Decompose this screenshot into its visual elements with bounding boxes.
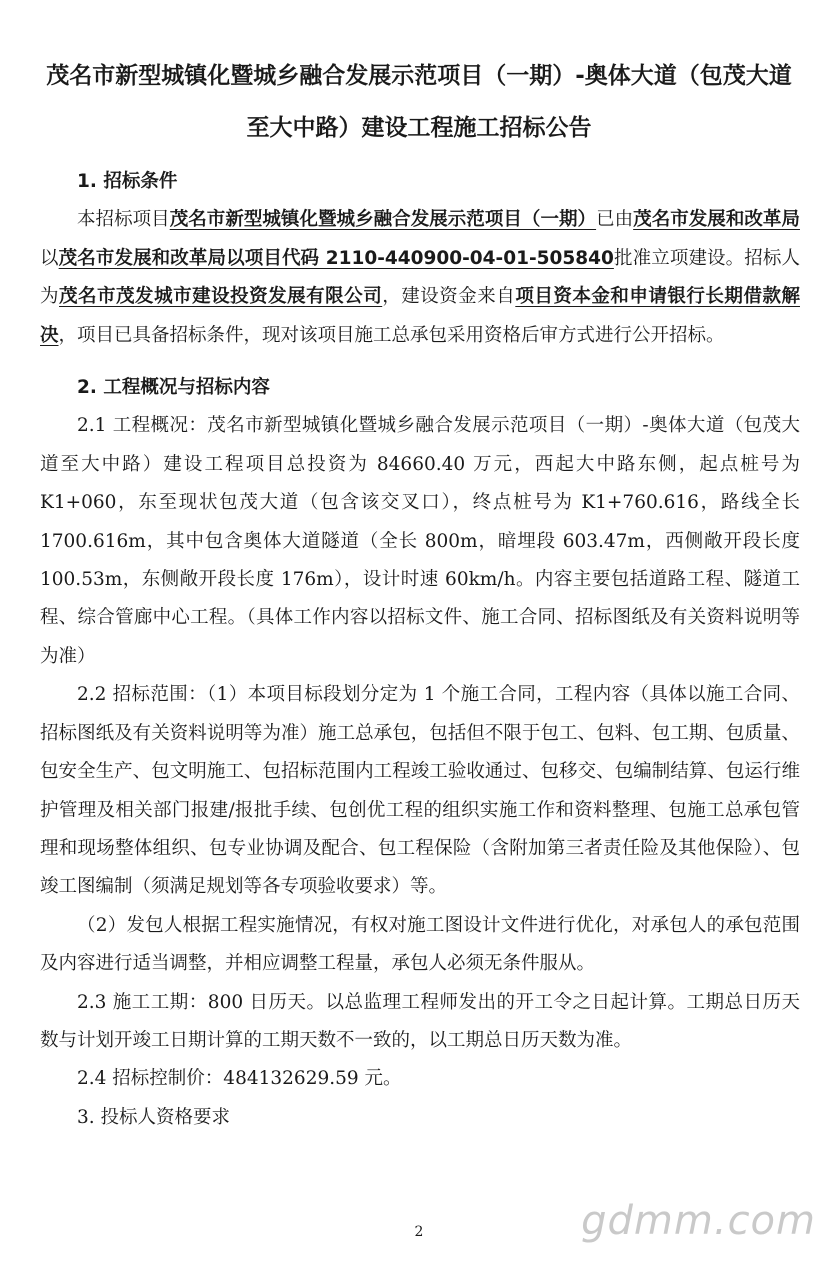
text-run: 批准立项建设。招标人为 [40,247,800,308]
funding-source: 项目资本金和申请银行长期借款解决 [40,286,800,346]
title-line-2: 至大中路）建设工程施工招标公告 [246,115,592,141]
text-run: 本招标项目 [77,209,170,231]
text-run: 以 [40,247,59,269]
section-2-2-subparagraph: （2）发包人根据工程实施情况，有权对施工图设计文件进行优化，对承包人的承包范围及内容进行适当调整，并相应调整工程量，承包人必须无条件服从。 [40,914,800,975]
page-number: 2 [414,1224,424,1240]
spacer [40,355,800,369]
approver-name: 茂名市发展和改革局 [633,209,800,231]
watermark: gdmm.com [581,1198,816,1244]
section-3-heading: 3. 投标人资格要求 [77,1106,231,1128]
document-body [40,163,800,1137]
section-2-4-paragraph: 2.4 招标控制价：484132629.59 元。 [77,1068,402,1090]
section-2-1-paragraph: 2.1 工程概况：茂名市新型城镇化暨城乡融合发展示范项目（一期）-奥体大道（包茂大道至大中路）建设工程项目总投资为 84660.40 万元，西起大中路东侧，起点桩号为 K1+060，东至现状包茂大道（包含该交叉口），终点桩号为 K1+760.616，路线全长 1700.616m，其中包含奥体大道隧道（全长 800m，暗埋段 603.47m，西侧敞开段长度 100.53m，东侧敞开段长度 176m），设计时速 60km/h。内容主要包括道路工程、隧道工程、综合管廊中心工程。（具体工作内容以招标文件、施工合同、招标图纸及有关资料说明等为准） [40,415,800,667]
document-title [30,50,808,154]
text-run: ，建设资金来自 [382,286,516,308]
section-1-heading: 1. 招标条件 [77,171,178,192]
section-2-heading: 2. 工程概况与招标内容 [77,377,270,399]
text-run: ，项目已具备招标条件，现对该项目施工总承包采用资格后审方式进行公开招标。 [58,324,725,346]
project-code: 茂名市发展和改革局以项目代码 2110-440900-04-01-505840 [58,247,614,269]
section-1-paragraph [40,201,800,355]
section-2-2-paragraph: 2.2 招标范围：（1）本项目标段划分定为 1 个施工合同，工程内容（具体以施工合同、招标图纸及有关资料说明等为准）施工总承包，包括但不限于包工、包料、包工期、包质量、包安全生产、包文明施工、包招标范围内工程竣工验收通过、包移交、包编制结算、包运行维护管理及相关部门报建/报批手续、包创优工程的组织实施工作和资料整理、包施工总承包管理和现场整体组织、包专业协调及配合、包工程保险（含附加第三者责任险及其他保险）、包竣工图编制（须满足规划等各专项验收要求）等。 [40,684,800,898]
title-line-1: 茂名市新型城镇化暨城乡融合发展示范项目（一期）-奥体大道（包茂大道 [46,63,792,89]
tenderer-name: 茂名市茂发城市建设投资发展有限公司 [59,286,383,308]
project-name: 茂名市新型城镇化暨城乡融合发展示范项目（一期） [169,209,597,231]
text-run: 已由 [596,209,634,231]
section-2-3-paragraph: 2.3 施工工期：800 日历天。以总监理工程师发出的开工令之日起计算。工期总日历天数与计划开竣工日期计算的工期天数不一致的，以工期总日历天数为准。 [40,991,800,1051]
